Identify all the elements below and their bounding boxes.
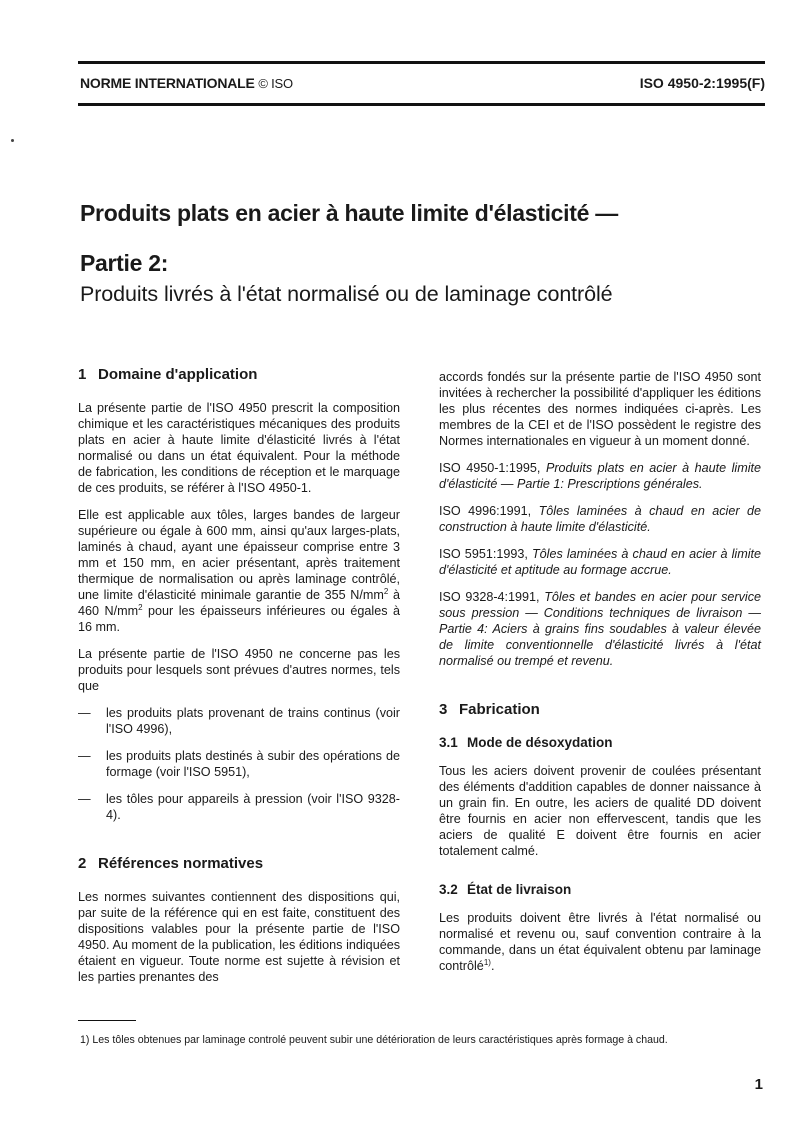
list-item — [78, 791, 400, 823]
section-1-paragraph-2 — [78, 507, 400, 635]
page-header — [80, 75, 765, 95]
section-3-title: Fabrication — [459, 701, 540, 718]
subsection-spacer — [439, 870, 761, 882]
dash-marker: — — [78, 792, 91, 806]
section-3-heading — [439, 702, 761, 718]
left-column — [78, 367, 400, 996]
footnote-rule — [78, 1020, 136, 1021]
list-item-text: les produits plats provenant de trains continus (voir l'ISO 4996), — [106, 706, 400, 736]
reference-item — [439, 460, 761, 492]
exclusion-list — [78, 705, 400, 823]
p2-superscript-1: 2 — [383, 587, 389, 596]
reference-title: Tôles laminées à chaud en acier de construction à haute limite d'élasticité. — [439, 504, 761, 534]
section-1-paragraph-1: La présente partie de l'ISO 4950 prescrit la composition chimique et les caractéristiques mécaniques des produits plats en acier à haute limite d'élasticité livrés à l'état normalisé ou dans un état équivalent. Pour la méthode de fabrication, les conditions de réception et le marquage de ces produits, se référer à l'ISO 4950-1. — [78, 401, 400, 495]
reference-title: Produits plats en acier à haute limite d'élasticité — Partie 1: Prescriptions générales. — [439, 461, 762, 491]
subsection-3-2-number: 3.2 — [439, 882, 458, 897]
subsection-3-2-title: État de livraison — [467, 882, 572, 897]
section-1-number: 1 — [78, 366, 87, 383]
section-2-paragraph-1-continued: accords fondés sur la présente partie de l'ISO 4950 sont invitées à rechercher la possibilité d'appliquer les éditions les plus récentes des normes indiquées ci-après. Les membres de la CEI et de l'ISO possèdent le registre des Normes internationales en vigueur à un moment donné. — [439, 370, 761, 448]
list-item — [78, 705, 400, 737]
section-spacer — [439, 680, 761, 702]
footnote: 1) Les tôles obtenues par laminage controlé peuvent subir une détérioration de leurs caractéristiques après formage à chaud. — [80, 1034, 668, 1046]
dash-marker: — — [78, 749, 91, 763]
header-norme: NORME INTERNATIONALE — [80, 75, 255, 91]
section-3-number: 3 — [439, 701, 448, 718]
reference-item — [439, 503, 761, 535]
section-1-paragraph-3: La présente partie de l'ISO 4950 ne concerne pas les produits pour lesquels sont prévues d'autres normes, tels que — [78, 647, 400, 693]
p2-text-a: Elle est applicable aux tôles, larges bandes de largeur supérieure ou égale à 600 mm, ainsi qu'aux larges-plats, laminés à chaud, ayant une épaisseur comprise entre 3 mm et 150 mm, en acier présentant, après traitement thermique de normalisation ou après laminage contrôlé, une limite d'élasticité minimale garantie de 355 N/mm — [78, 508, 400, 602]
header-document-code: ISO 4950-2:1995(F) — [639, 75, 765, 91]
reference-item — [439, 589, 761, 669]
header-bottom-rule — [78, 103, 765, 106]
right-column — [439, 367, 761, 985]
p2-text-b: à 460 N/mm — [78, 588, 400, 618]
s2-text-end: . — [490, 959, 495, 973]
header-top-rule — [78, 61, 765, 64]
section-2-title: Références normatives — [98, 855, 264, 872]
section-2-number: 2 — [78, 855, 87, 872]
header-standard-label — [80, 75, 293, 91]
reference-title: Tôles laminées à chaud en acier à limite d'élasticité et aptitude au formage accrue. — [439, 547, 761, 577]
scan-speck — [11, 139, 14, 142]
reference-title: Tôles et bandes en acier pour service sous pression — Conditions techniques de livraison — Partie 4: Aciers à grains fins soudables à valeur élevée de limite conventionnelle d'élasticité livrés à l'état normalisé ou trempé et revenu. — [439, 590, 762, 668]
document-title: Produits plats en acier à haute limite d'élasticité — — [80, 200, 618, 226]
section-2-heading — [78, 856, 400, 872]
section-2-paragraph-1: Les normes suivantes contiennent des dispositions qui, par suite de la référence qui en est faite, constituent des dispositions valables pour la présente partie de l'ISO 4950. Au moment de la publication, les éditions indiquées étaient en vigueur. Toute norme est sujette à révision et les parties prenantes des — [78, 890, 400, 984]
p2-superscript-2: 2 — [138, 603, 143, 612]
p2-text-c: pour les épaisseurs inférieures ou égales à 16 mm. — [78, 604, 401, 634]
subsection-3-1-heading — [439, 735, 761, 751]
header-copyright-iso: © ISO — [258, 76, 293, 91]
reference-code: ISO 4950-1:1995, — [439, 461, 541, 475]
subsection-3-1-title: Mode de désoxydation — [467, 735, 613, 750]
reference-code: ISO 5951:1993, — [439, 547, 528, 561]
section-spacer — [78, 834, 400, 856]
section-1-heading — [78, 367, 400, 383]
list-item-text: les produits plats destinés à subir des opérations de formage (voir l'ISO 5951), — [106, 749, 400, 779]
footnote-reference: 1) — [483, 958, 491, 967]
document-part-title: Produits livrés à l'état normalisé ou de laminage contrôlé — [80, 282, 613, 306]
list-item-text: les tôles pour appareils à pression (voir l'ISO 9328-4). — [106, 792, 400, 822]
subsection-3-2-paragraph — [439, 910, 761, 974]
s2-text: Les produits doivent être livrés à l'état normalisé ou normalisé et revenu ou, sauf convention contraire à la commande, dans un état équivalent obtenu par laminage contrôlé — [439, 911, 761, 973]
reference-code: ISO 4996:1991, — [439, 504, 532, 518]
section-1-title: Domaine d'application — [98, 366, 258, 383]
subsection-3-1-paragraph: Tous les aciers doivent provenir de coulées présentant des éléments d'addition capables de donner naissance à un grain fin. En outre, les aciers de qualité DD doivent être fournis en acier non effervescent, tandis que les aciers de qualité E doivent être fournis en acier totalement calmé. — [439, 764, 761, 858]
page-number: 1 — [754, 1076, 763, 1093]
dash-marker: — — [78, 706, 91, 720]
document-part-number: Partie 2: — [80, 250, 169, 276]
list-item — [78, 748, 400, 780]
reference-code: ISO 9328-4:1991, — [439, 590, 540, 604]
subsection-3-1-number: 3.1 — [439, 735, 458, 750]
reference-item — [439, 546, 761, 578]
subsection-3-2-heading — [439, 882, 761, 898]
